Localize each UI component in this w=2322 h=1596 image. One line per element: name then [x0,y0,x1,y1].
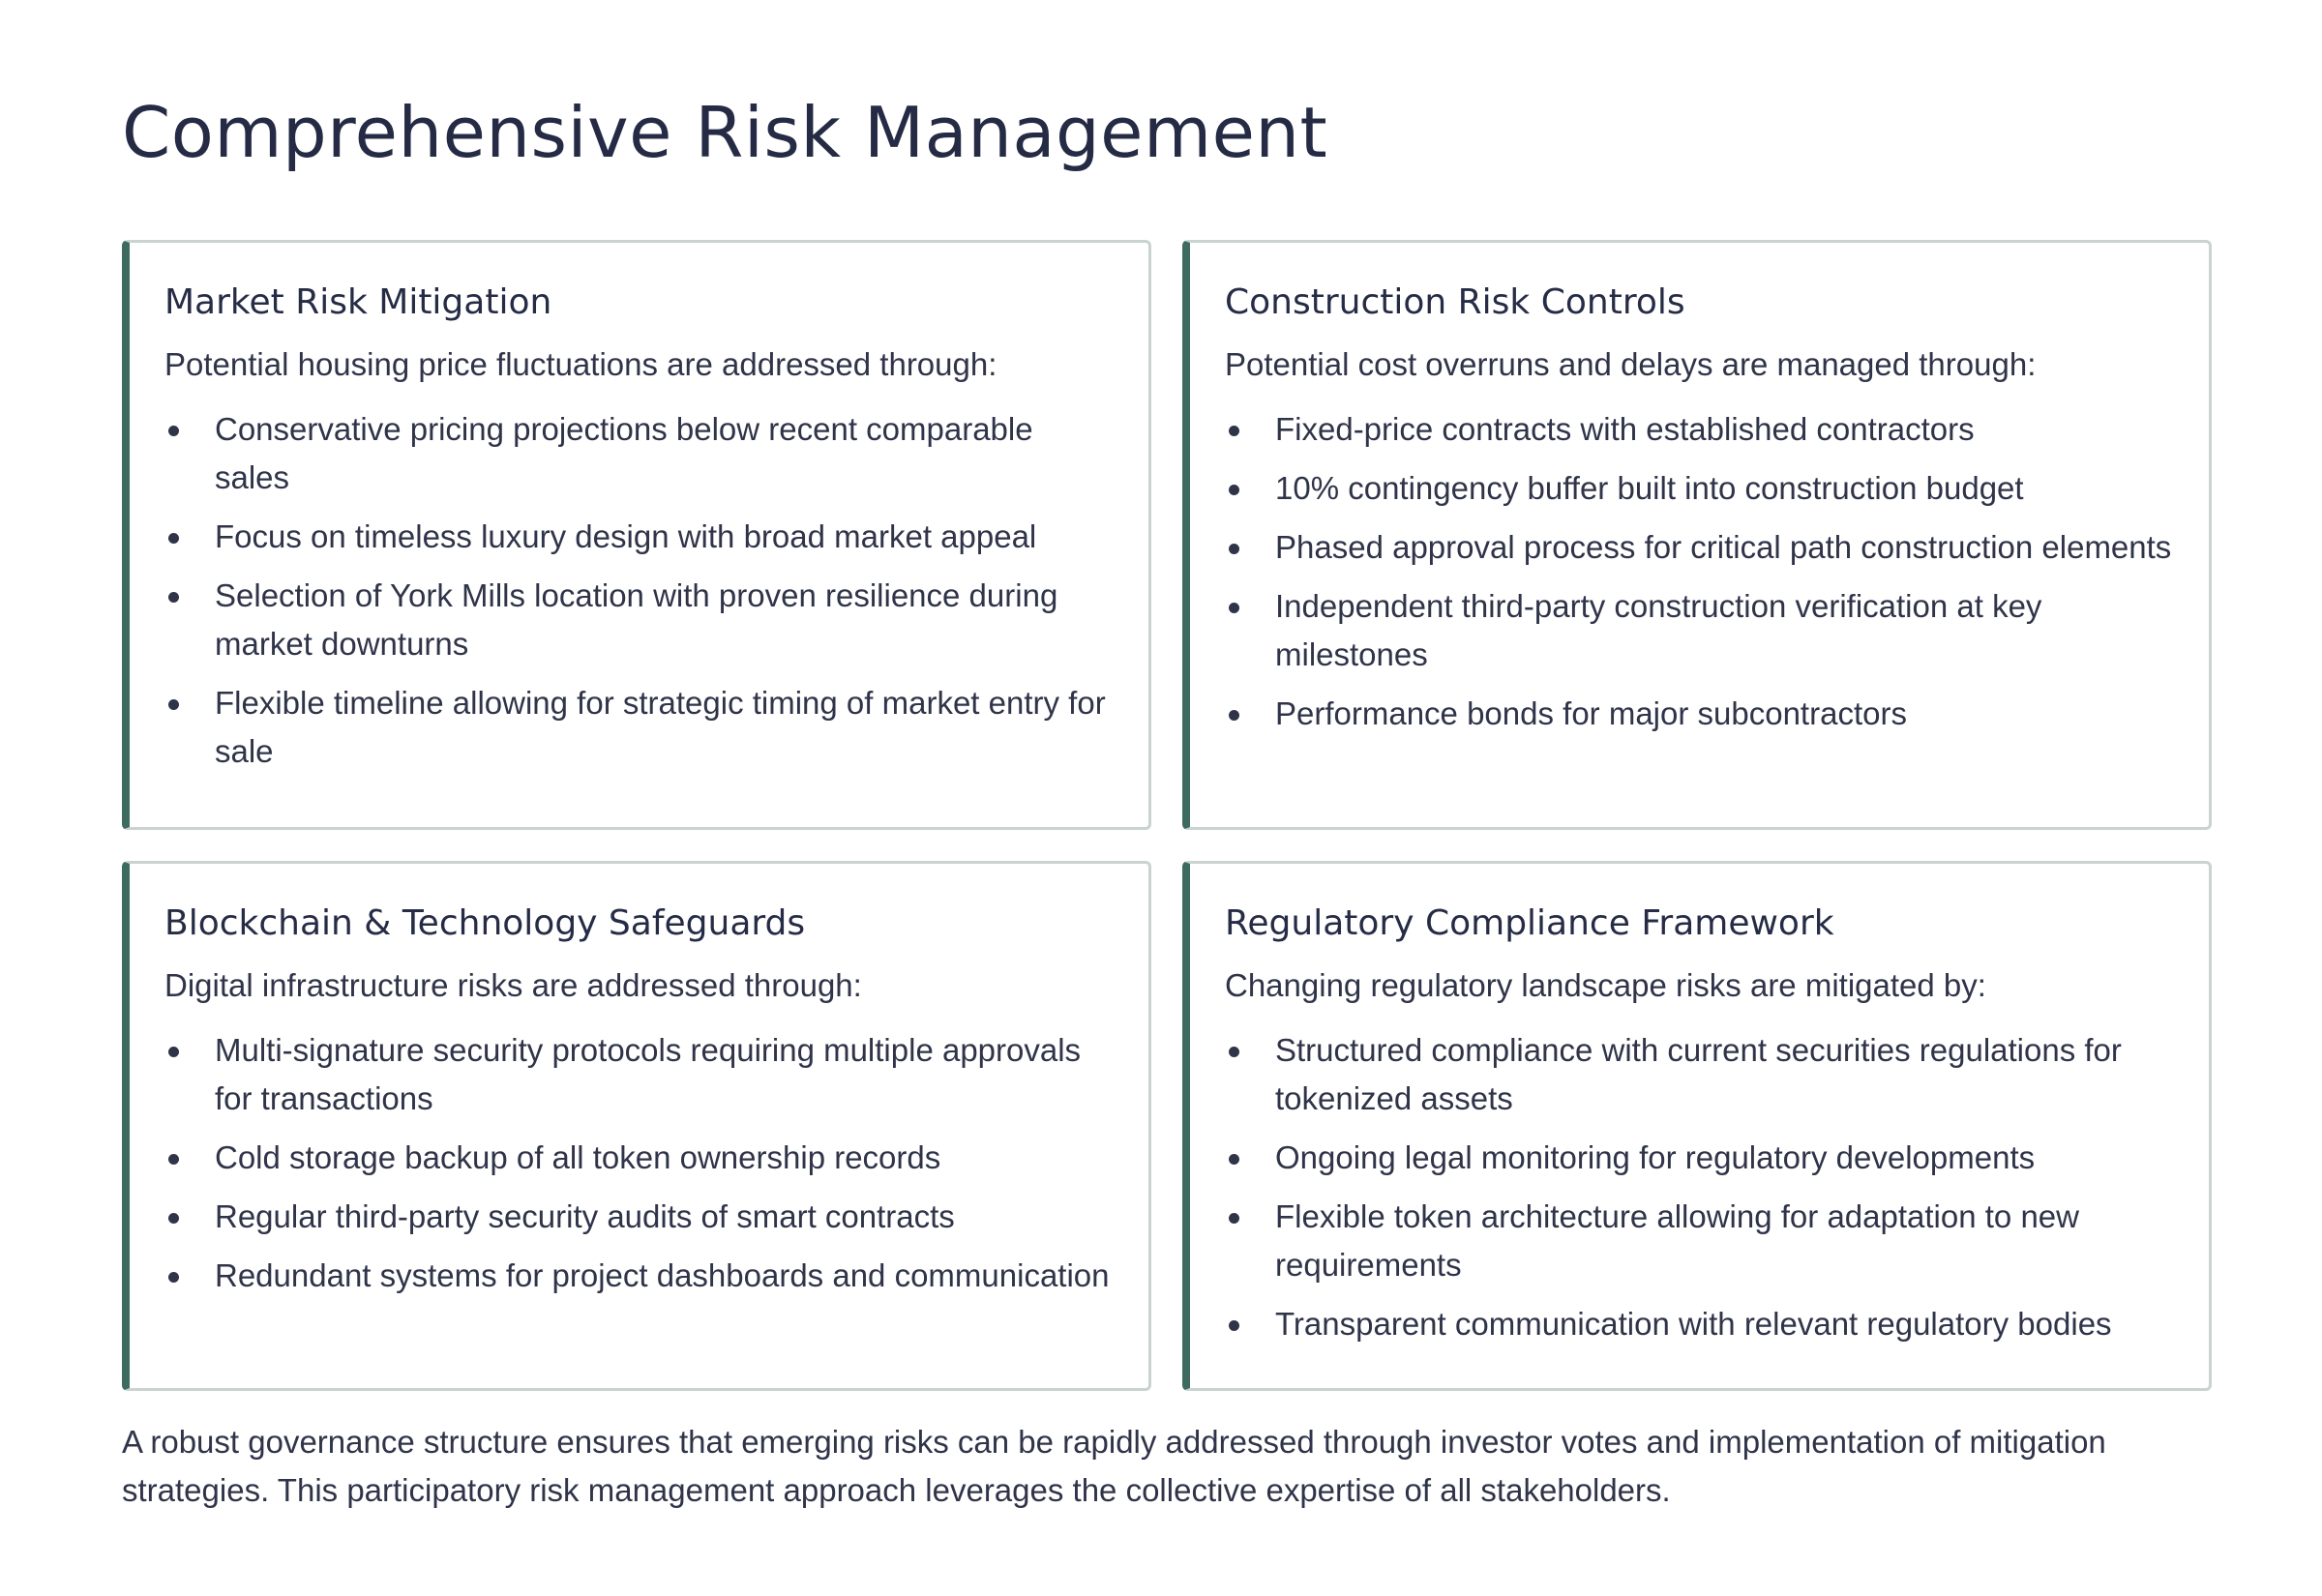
list-item [1225,1026,2174,1123]
bullet-icon [1229,1213,1239,1224]
list-item-text: Cold storage backup of all token ownership records [215,1139,941,1175]
card-title: Blockchain & Technology Safeguards [164,903,806,943]
card-intro: Changing regulatory landscape risks are mitigated by: [1225,967,1986,1003]
list-item [1225,690,2174,738]
bullet-icon [168,592,179,603]
bullet-icon [1229,485,1239,495]
risk-cards-grid [122,240,2212,1391]
list-item-text: Focus on timeless luxury design with broad market appeal [215,518,1037,554]
bullet-icon [168,533,179,544]
governance-summary-paragraph: A robust governance structure ensures that emerging risks can be rapidly addressed through investor votes and implementation of mitigation strategies. This participatory risk management approach leverages the collective expertise of all stakeholders. [122,1424,2106,1508]
list-item-text: Regular third-party security audits of smart contracts [215,1198,955,1234]
page-title: Comprehensive Risk Management [122,92,1328,173]
list-item [1225,1193,2174,1289]
card-intro: Potential cost overruns and delays are managed through: [1225,346,2037,382]
list-item-text: Phased approval process for critical path construction elements [1275,529,2172,565]
list-item [164,513,1114,561]
bullet-icon [168,426,179,436]
card-title: Construction Risk Controls [1225,282,1685,322]
list-item [164,405,1114,502]
bullet-icon [168,1047,179,1057]
bullet-icon [1229,1154,1239,1165]
list-item-text: Multi-signature security protocols requiring multiple approvals for transactions [215,1032,1082,1116]
list-item-text: Redundant systems for project dashboards and communication [215,1257,1110,1293]
list-item [164,1193,1114,1241]
list-item-text: Selection of York Mills location with proven resilience during market downturns [215,577,1058,662]
card-bullet-list [1225,405,2174,738]
bullet-icon [1229,1047,1239,1057]
bullet-icon [1229,710,1239,721]
card-bullet-list [164,1026,1114,1300]
card-bullet-list [1225,1026,2174,1348]
list-item-text: Ongoing legal monitoring for regulatory developments [1275,1139,2036,1175]
card-title: Regulatory Compliance Framework [1225,903,1834,943]
list-item [1225,1134,2174,1182]
list-item [164,1252,1114,1300]
list-item [1225,1300,2174,1348]
card-intro: Digital infrastructure risks are addressed through: [164,967,862,1003]
bullet-icon [168,1272,179,1283]
list-item [1225,464,2174,513]
list-item-text: Performance bonds for major subcontractors [1275,695,1907,731]
card-construction-risk [1182,240,2212,830]
bullet-icon [168,699,179,710]
list-item-text: Flexible token architecture allowing for adaptation to new requirements [1275,1198,2079,1283]
bullet-icon [1229,1320,1239,1331]
list-item [164,1134,1114,1182]
list-item-text: Flexible timeline allowing for strategic timing of market entry for sale [215,685,1106,769]
list-item-text: Fixed-price contracts with established contractors [1275,411,1975,447]
list-item [164,1026,1114,1123]
card-regulatory-compliance [1182,861,2212,1391]
list-item-text: Independent third-party construction verification at key milestones [1275,588,2042,672]
list-item [1225,405,2174,454]
list-item-text: Structured compliance with current securities regulations for tokenized assets [1275,1032,2122,1116]
list-item [1225,523,2174,572]
bullet-icon [168,1213,179,1224]
card-market-risk [122,240,1151,830]
list-item-text: Transparent communication with relevant regulatory bodies [1275,1306,2112,1342]
card-bullet-list [164,405,1114,776]
list-item-text: Conservative pricing projections below recent comparable sales [215,411,1033,495]
bullet-icon [1229,544,1239,554]
list-item [164,572,1114,668]
card-intro: Potential housing price fluctuations are addressed through: [164,346,997,382]
card-title: Market Risk Mitigation [164,282,552,322]
list-item [164,679,1114,776]
list-item-text: 10% contingency buffer built into construction budget [1275,470,2024,506]
bullet-icon [168,1154,179,1165]
list-item [1225,582,2174,679]
card-blockchain-safeguards [122,861,1151,1391]
bullet-icon [1229,426,1239,436]
bullet-icon [1229,603,1239,613]
